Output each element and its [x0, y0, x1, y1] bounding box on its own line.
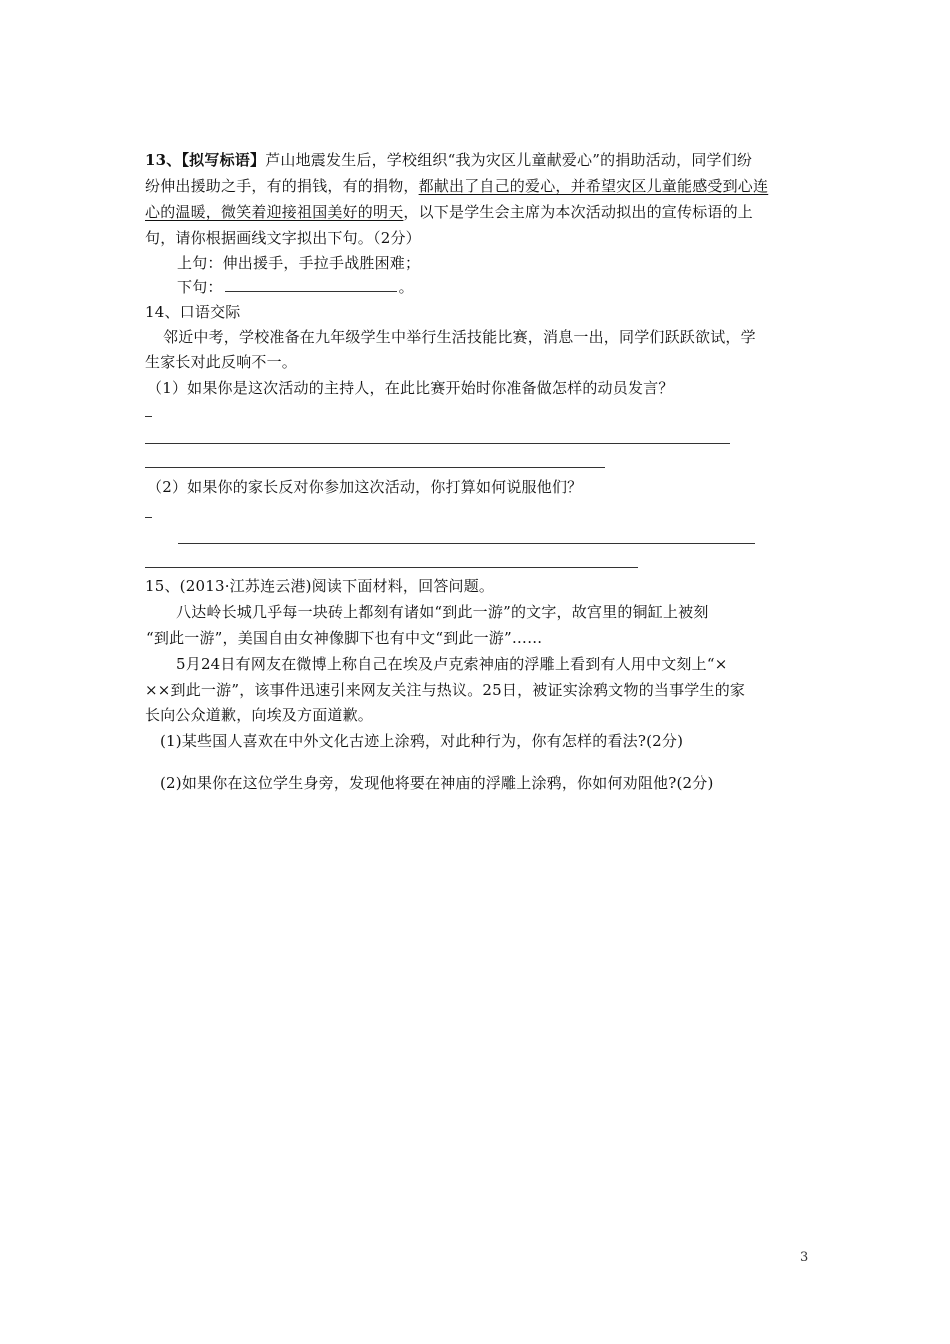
q14-answer-dash-2	[145, 517, 152, 518]
page-number: 3	[800, 1250, 809, 1265]
q14-title: 14、口语交际	[145, 303, 241, 321]
q14-answer-dash-1	[145, 416, 152, 417]
q14-answer-line-1b[interactable]	[145, 467, 605, 468]
q13-number: 13、	[145, 151, 182, 169]
q15-paragraph2-line-2: ××到此一游”，该事件迅速引来网友关注与热议。25日，被证实涂鸦文物的当事学生的家	[145, 681, 746, 699]
q13-underlined-text-2: 心的温暖，微笑着迎接祖国美好的明天	[145, 203, 404, 221]
q13-lower-label: 下句：	[177, 278, 223, 296]
q13-lower-sentence	[177, 277, 414, 297]
q15-paragraph2-line-1: 5月24日有网友在微博上称自己在埃及卢克索神庙的浮雕上看到有人用中文刻上“×	[176, 655, 728, 673]
q13-line-2	[145, 176, 768, 196]
q13-line-4: 句，请你根据画线文字拟出下句。（2分）	[145, 229, 421, 247]
q15-paragraph1-line-2: “到此一游”，美国自由女神像脚下也有中文“到此一游”……	[146, 629, 543, 647]
q13-tag: 【拟写标语】	[181, 151, 266, 169]
q14-paragraph-line-2: 生家长对此反响不一。	[145, 353, 298, 371]
q15-sub-question-1: (1)某些国人喜欢在中外文化古迹上涂鸦，对此种行为，你有怎样的看法?(2分)	[160, 732, 684, 750]
q13-lower-end: 。	[398, 278, 414, 296]
q13-line-3	[145, 202, 753, 222]
q14-answer-line-1a[interactable]	[145, 443, 730, 444]
q14-answer-line-2a[interactable]	[178, 543, 755, 544]
q15-title: 15、(2013·江苏连云港)阅读下面材料，回答问题。	[145, 577, 495, 595]
q15-sub-question-2: (2)如果你在这位学生身旁，发现他将要在神庙的浮雕上涂鸦，你如何劝阻他?(2分)	[160, 774, 714, 792]
q13-upper-sentence: 上句：伸出援手，手拉手战胜困难；	[177, 254, 421, 272]
q13-line2-text: 纷伸出援助之手，有的捐钱，有的捐物，	[145, 177, 419, 195]
q14-sub-question-1: （1）如果你是这次活动的主持人，在此比赛开始时你准备做怎样的动员发言？	[147, 379, 674, 397]
q15-paragraph1-line-1: 八达岭长城几乎每一块砖上都刻有诸如“到此一游”的文字，故宫里的铜缸上被刻	[176, 603, 709, 621]
q14-answer-line-2b[interactable]	[145, 567, 638, 568]
q14-sub-question-2: （2）如果你的家长反对你参加这次活动，你打算如何说服他们？	[147, 478, 583, 496]
q13-answer-blank[interactable]	[225, 277, 397, 292]
q13-line-1	[145, 150, 752, 170]
q13-line1-text: 芦山地震发生后，学校组织“我为灾区儿童献爱心”的捐助活动，同学们纷	[265, 151, 753, 169]
q15-paragraph2-line-3: 长向公众道歉，向埃及方面道歉。	[145, 706, 374, 724]
q14-paragraph-line-1: 邻近中考，学校准备在九年级学生中举行生活技能比赛，消息一出，同学们跃跃欲试，学	[163, 328, 756, 346]
q13-underlined-text-1: 都献出了自己的爱心，并希望灾区儿童能感受到心连	[418, 177, 769, 195]
q13-line3-text: ，以下是学生会主席为本次活动拟出的宣传标语的上	[403, 203, 754, 221]
